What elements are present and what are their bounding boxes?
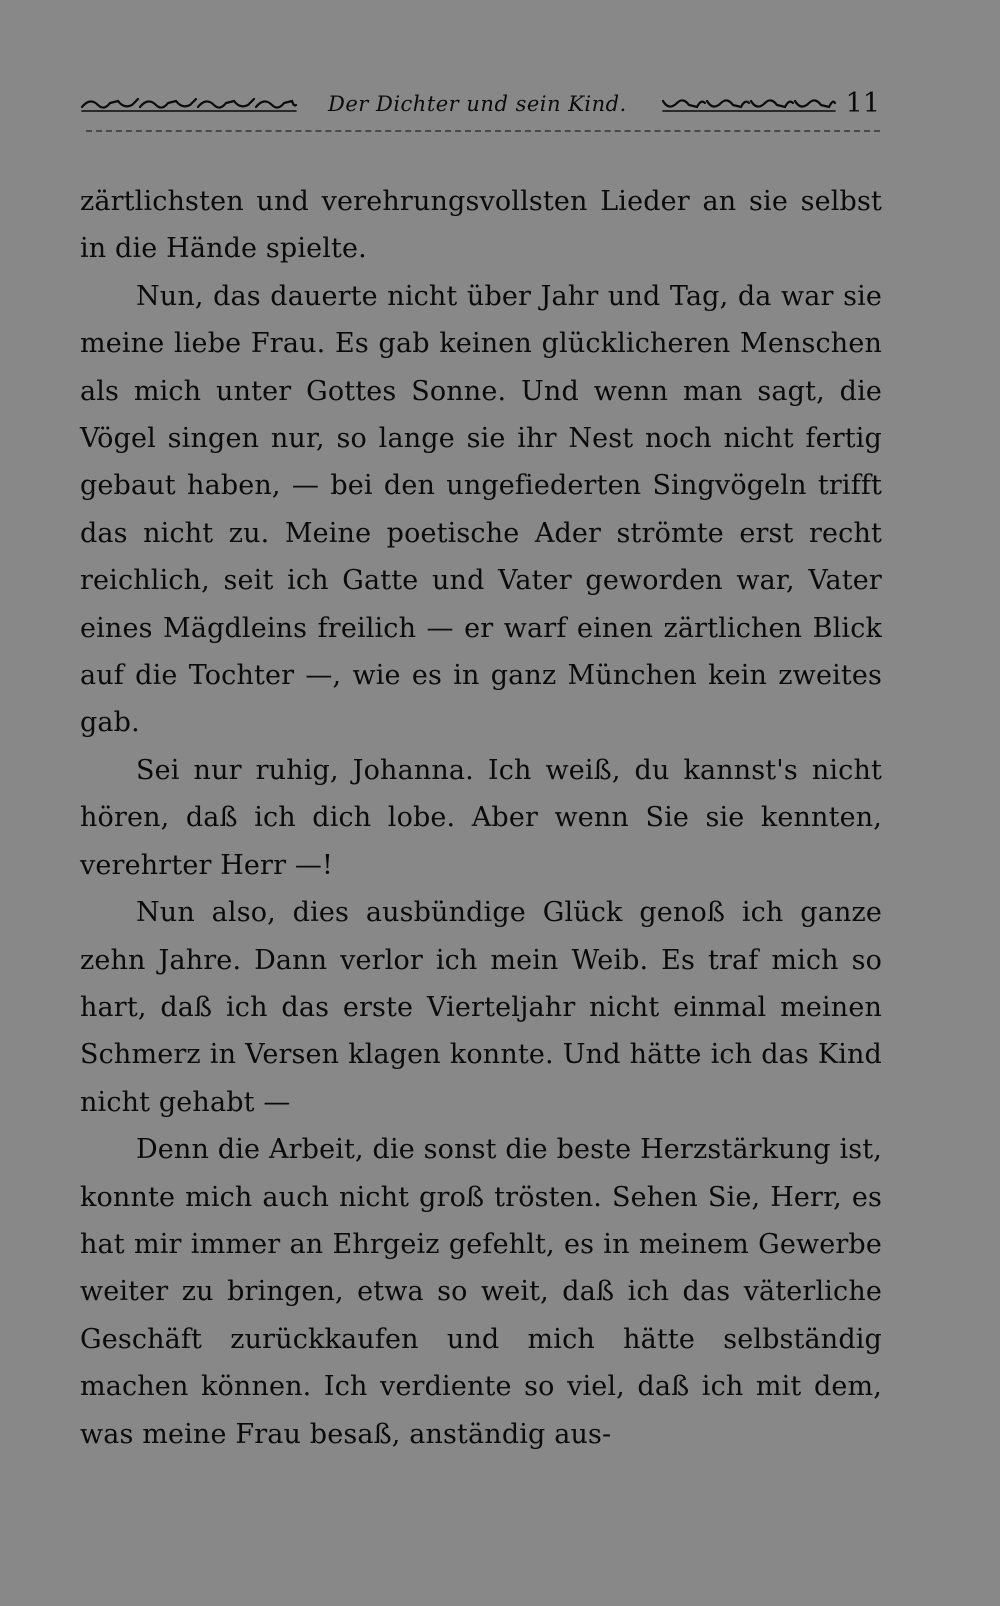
header-rule	[86, 130, 880, 132]
body-text	[80, 178, 882, 1498]
running-title: Der Dichter und sein Kind.	[328, 92, 627, 116]
ornament-right-icon	[661, 93, 837, 115]
paragraph-continuation: zärtlichsten und verehrungsvollsten Lieder an sie selbst in die Hände spielte.	[80, 186, 882, 265]
page-number: 11	[845, 88, 880, 119]
paragraph: Nun, das dauerte nicht über Jahr und Tag, da war sie meine liebe Frau. Es gab keinen glücklicheren Menschen als mich unter Gottes Sonne. Und wenn man sagt, die Vögel singen nur, so lange sie ihr Nest noch nicht fertig gebaut haben, — bei den ungefiederten Singvögeln trifft das nicht zu. Meine poetische Ader strömte erst recht reichlich, seit ich Gatte und Vater geworden war, Vater eines Mägdleins freilich — er warf einen zärtlichen Blick auf die Tochter —, wie es in ganz München kein zweites gab.	[80, 280, 882, 739]
paragraph: Sei nur ruhig, Johanna. Ich weiß, du kannst's nicht hören, daß ich dich lobe. Aber wenn Sie sie kennten, verehrter Herr —!	[80, 754, 882, 881]
paragraph: Nun also, dies ausbündige Glück genoß ich ganze zehn Jahre. Dann verlor ich mein Weib. Es traf mich so hart, daß ich das erste Vierteljahr nicht einmal meinen Schmerz in Versen klagen konnte. Und hätte ich das Kind nicht gehabt —	[80, 897, 882, 1118]
ornament-left-icon	[80, 93, 298, 115]
paragraph: Denn die Arbeit, die sonst die beste Herzstärkung ist, konnte mich auch nicht groß trösten. Sehen Sie, Herr, es hat mir immer an Ehrgeiz gefehlt, es in meinem Gewerbe weiter zu bringen, etwa so weit, daß ich das väterliche Geschäft zurückkaufen und mich hätte selbständig machen können. Ich verdiente so viel, daß ich mit dem, was meine Frau besaß, anständig aus-	[80, 1134, 882, 1450]
running-header	[80, 86, 880, 122]
